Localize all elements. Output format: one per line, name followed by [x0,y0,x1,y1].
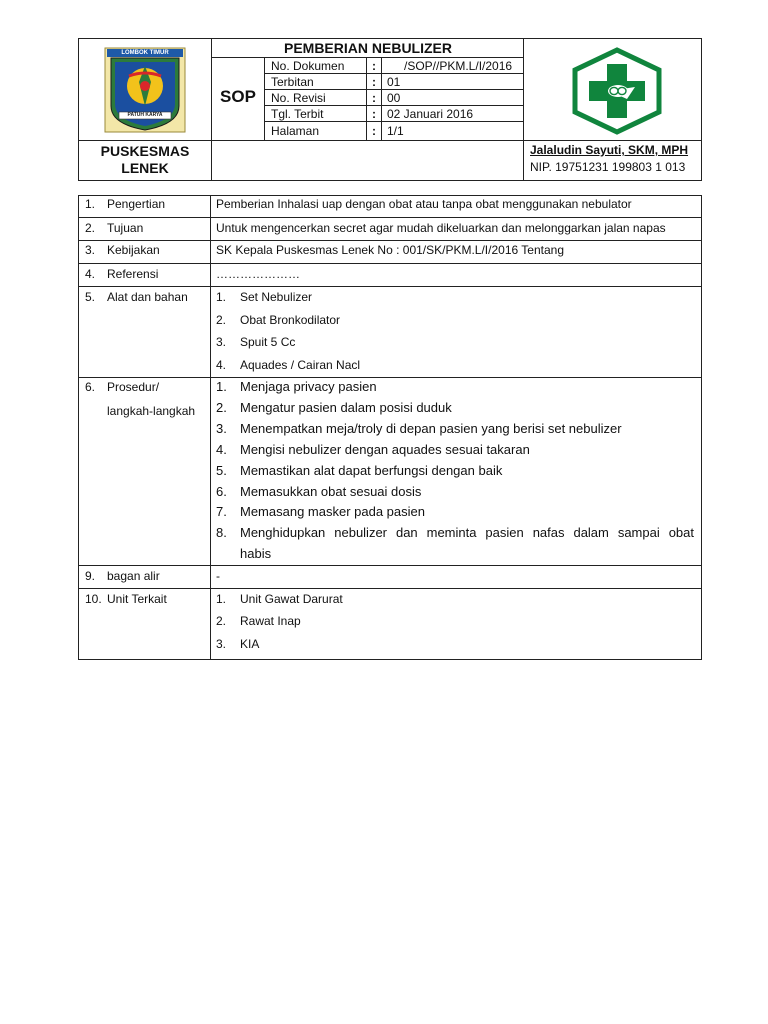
meta-label: No. Dokumen [271,59,345,73]
lombok-timur-logo [99,46,191,134]
list-item-number: 4. [216,442,227,457]
meta-row-line [264,73,523,74]
org-line-2: LENEK [121,160,169,176]
logo-top-text: LOMBOK TIMUR [121,50,169,56]
list-item-number: 3. [216,421,227,436]
signatory-name: Jalaludin Sayuti, SKM, MPH [530,143,689,157]
row-label: Referensi [107,267,159,281]
list-item-number: 2. [216,614,227,628]
row-number: 5. [85,290,96,304]
meta-value: 1/1 [387,124,404,138]
header-row-divider [78,140,702,141]
list-item: Rawat Inap [240,614,301,628]
row-label: Kebijakan [107,243,160,257]
list-item-number: 1. [216,290,227,304]
meta-value: 01 [387,75,401,89]
list-item-number: 4. [216,358,227,372]
row-number: 6. [85,380,96,394]
row-label: Unit Terkait [107,592,167,606]
row-divider [78,240,702,241]
document-title: PEMBERIAN NEBULIZER [283,40,452,56]
meta-label: No. Revisi [271,91,326,105]
list-item-number: 5. [216,463,227,478]
list-item: KIA [240,637,260,651]
list-item-number: 3. [216,335,227,349]
meta-divider [264,58,265,140]
list-item: Memasukkan obat sesuai dosis [240,484,422,499]
sop-label: SOP [220,87,256,106]
header-divider [523,38,524,181]
row-label: Pengertian [107,197,166,211]
row-divider [78,377,702,378]
list-item: Memastikan alat dapat berfungsi dengan baik [240,463,503,478]
row-number: 9. [85,569,96,583]
signatory-nip: NIP. 19751231 199803 1 013 [530,160,686,174]
row-divider [78,217,702,218]
org-line-1: PUSKESMAS [100,143,190,159]
list-item: Memasang masker pada pasien [240,504,425,519]
row-number: 3. [85,243,96,257]
row-label: bagan alir [107,569,160,583]
row-label-continued: langkah-langkah [107,404,196,418]
row-label: Tujuan [107,221,144,235]
row-number: 4. [85,267,96,281]
list-item-number: 1. [216,379,227,394]
row-value: ………………… [216,267,300,281]
meta-colon: : [372,75,376,89]
list-item-continued: habis [240,546,272,561]
row-value: SK Kepala Puskesmas Lenek No : 001/SK/PKM.L/I/2016 Tentang [216,243,564,257]
meta-label: Terbitan [271,75,314,89]
list-item: Menghidupkan nebulizer dan meminta pasien nafas dalam sampai obat [240,525,694,540]
organization-name [79,143,211,177]
list-item-number: 3. [216,637,227,651]
list-item: Spuit 5 Cc [240,335,296,349]
puskesmas-logo [569,47,665,135]
meta-value: 02 Januari 2016 [387,107,474,121]
meta-row-line [264,105,523,106]
row-label: Alat dan bahan [107,290,188,304]
list-item: Set Nebulizer [240,290,313,304]
list-item: Aquades / Cairan Nacl [240,358,361,372]
list-item: Mengisi nebulizer dengan aquades sesuai takaran [240,442,530,457]
meta-colon: : [372,124,376,138]
row-divider [78,286,702,287]
meta-value: /SOP//PKM.L/I/2016 [404,59,513,73]
row-value: Pemberian Inhalasi uap dengan obat atau tanpa obat menggunakan nebulator [216,197,632,211]
list-item: Menempatkan meja/troly di depan pasien yang berisi set nebulizer [240,421,622,436]
list-item-number: 6. [216,484,227,499]
list-item-number: 8. [216,525,227,540]
meta-colon: : [372,107,376,121]
title-underline [211,57,523,58]
meta-row-line [264,89,523,90]
list-item-number: 2. [216,313,227,327]
list-item: Unit Gawat Darurat [240,592,343,606]
list-item-number: 1. [216,592,227,606]
list-item: Menjaga privacy pasien [240,379,377,394]
meta-colon: : [372,91,376,105]
meta-value: 00 [387,91,401,105]
header-divider [211,38,212,181]
row-divider [78,565,702,566]
row-value: Untuk mengencerkan secret agar mudah dikeluarkan dan melonggarkan jalan napas [216,221,666,235]
row-value: - [216,569,220,583]
list-item: Mengatur pasien dalam posisi duduk [240,400,452,415]
row-divider [78,588,702,589]
row-label: Prosedur/ [107,380,160,394]
logo-bottom-text: PATUH KARYA [127,112,163,118]
meta-row-line [264,121,523,122]
row-divider [78,263,702,264]
row-number: 1. [85,197,96,211]
meta-label: Tgl. Terbit [271,107,324,121]
list-item-number: 2. [216,400,227,415]
list-item: Obat Bronkodilator [240,313,341,327]
row-number: 10. [85,592,102,606]
list-item-number: 7. [216,504,227,519]
content-column-divider [210,195,211,660]
meta-colon: : [372,59,376,73]
meta-label: Halaman [271,124,320,138]
row-number: 2. [85,221,96,235]
